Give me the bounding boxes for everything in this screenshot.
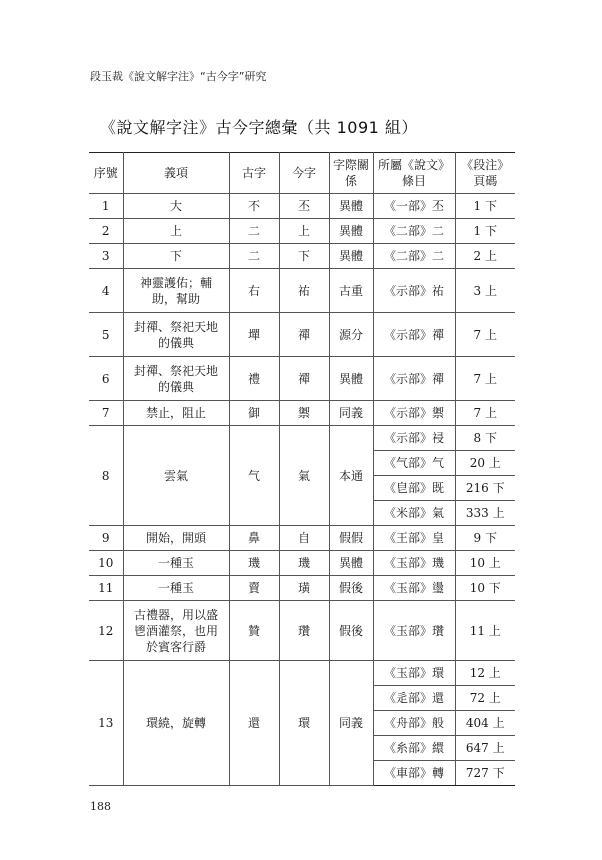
table-row: [89, 269, 515, 313]
row-relation: 本通: [329, 426, 373, 526]
row-entry: 《玉部》璗: [373, 576, 455, 601]
row-entry: 《玉部》璣: [373, 551, 455, 576]
row-meaning: 神靈護佑；輔助，幫助: [123, 269, 229, 313]
row-meaning: 上: [123, 219, 229, 244]
row-page: 10 下: [455, 576, 515, 601]
row-page: 7 上: [455, 357, 515, 401]
row-relation: 源分: [329, 313, 373, 357]
row-id: 10: [89, 551, 123, 576]
table-body: [89, 194, 515, 786]
row-relation: 同義: [329, 661, 373, 786]
row-entry: 《玉部》環: [373, 661, 455, 686]
row-id: 4: [89, 269, 123, 313]
row-meaning: 古禮器，用以盛鬯酒灌祭，也用於賓客行爵: [123, 601, 229, 661]
row-id: 3: [89, 244, 123, 269]
row-page: 72 上: [455, 686, 515, 711]
row-page: 2 上: [455, 244, 515, 269]
row-meaning: 雲氣: [123, 426, 229, 526]
table-row: [89, 551, 515, 576]
row-page: 216 下: [455, 476, 515, 501]
row-entry: 《示部》禪: [373, 357, 455, 401]
row-page: 7 上: [455, 313, 515, 357]
row-relation: 假後: [329, 601, 373, 661]
row-ancient-char: 贊: [229, 601, 279, 661]
row-modern-char: 氣: [279, 426, 329, 526]
row-ancient-char: 墠: [229, 313, 279, 357]
row-entry: 《辵部》還: [373, 686, 455, 711]
running-header: 段玉裁《說文解字注》“古今字”研究: [90, 70, 267, 83]
row-meaning: 一種玉: [123, 576, 229, 601]
table-row: [89, 426, 515, 451]
row-id: 13: [89, 661, 123, 786]
table-row: [89, 576, 515, 601]
row-ancient-char: 賣: [229, 576, 279, 601]
row-page: 12 上: [455, 661, 515, 686]
row-page: 9 下: [455, 526, 515, 551]
row-relation: 假後: [329, 576, 373, 601]
row-relation: 異體: [329, 551, 373, 576]
row-ancient-char: 璣: [229, 551, 279, 576]
row-modern-char: 祐: [279, 269, 329, 313]
table-header-row: [89, 153, 515, 194]
row-relation: 同義: [329, 401, 373, 426]
row-id: 8: [89, 426, 123, 526]
table-row: [89, 313, 515, 357]
row-meaning: 禁止，阻止: [123, 401, 229, 426]
row-meaning: 封禪、祭祀天地的儀典: [123, 313, 229, 357]
row-id: 9: [89, 526, 123, 551]
row-relation: 假假: [329, 526, 373, 551]
row-page: 3 上: [455, 269, 515, 313]
row-meaning: 一種玉: [123, 551, 229, 576]
table-row: [89, 194, 515, 219]
row-page: 1 下: [455, 219, 515, 244]
row-entry: 《車部》轉: [373, 761, 455, 786]
row-ancient-char: 右: [229, 269, 279, 313]
row-page: 333 上: [455, 501, 515, 526]
row-id: 6: [89, 357, 123, 401]
row-entry: 《米部》氣: [373, 501, 455, 526]
row-page: 404 上: [455, 711, 515, 736]
page-number: 188: [90, 800, 111, 813]
row-id: 2: [89, 219, 123, 244]
row-modern-char: 禦: [279, 401, 329, 426]
row-ancient-char: 二: [229, 219, 279, 244]
row-ancient-char: 鼻: [229, 526, 279, 551]
row-page: 20 上: [455, 451, 515, 476]
row-id: 1: [89, 194, 123, 219]
row-id: 5: [89, 313, 123, 357]
row-id: 12: [89, 601, 123, 661]
row-entry: 《气部》气: [373, 451, 455, 476]
row-modern-char: 上: [279, 219, 329, 244]
column-header-entry: 所屬《說文》條目: [373, 153, 455, 194]
row-entry: 《皀部》既: [373, 476, 455, 501]
row-page: 11 上: [455, 601, 515, 661]
row-entry: 《王部》皇: [373, 526, 455, 551]
row-modern-char: 璜: [279, 576, 329, 601]
glossary-table: [89, 152, 515, 786]
column-header-id: 序號: [89, 153, 123, 194]
table-row: [89, 661, 515, 686]
row-entry: 《一部》丕: [373, 194, 455, 219]
row-entry: 《示部》禦: [373, 401, 455, 426]
row-modern-char: 自: [279, 526, 329, 551]
row-meaning: 環繞，旋轉: [123, 661, 229, 786]
row-ancient-char: 二: [229, 244, 279, 269]
row-meaning: 下: [123, 244, 229, 269]
row-relation: 異體: [329, 244, 373, 269]
row-entry: 《示部》祐: [373, 269, 455, 313]
row-entry: 《示部》祲: [373, 426, 455, 451]
row-meaning: 封禪、祭祀天地的儀典: [123, 357, 229, 401]
table-row: [89, 601, 515, 661]
row-entry: 《舟部》般: [373, 711, 455, 736]
row-modern-char: 下: [279, 244, 329, 269]
row-page: 647 上: [455, 736, 515, 761]
table-row: [89, 401, 515, 426]
row-meaning: 開始，開頭: [123, 526, 229, 551]
row-page: 10 上: [455, 551, 515, 576]
column-header-meaning: 義項: [123, 153, 229, 194]
row-modern-char: 禪: [279, 357, 329, 401]
row-modern-char: 丕: [279, 194, 329, 219]
table-row: [89, 219, 515, 244]
row-ancient-char: 不: [229, 194, 279, 219]
row-page: 1 下: [455, 194, 515, 219]
row-page: 8 下: [455, 426, 515, 451]
column-header-ancient: 古字: [229, 153, 279, 194]
table-row: [89, 526, 515, 551]
row-ancient-char: 气: [229, 426, 279, 526]
column-header-modern: 今字: [279, 153, 329, 194]
table-title: 《說文解字注》古今字總彙（共 1091 組）: [100, 118, 418, 137]
row-entry: 《糸部》繯: [373, 736, 455, 761]
row-relation: 異體: [329, 194, 373, 219]
row-relation: 古重: [329, 269, 373, 313]
column-header-page: 《段注》頁碼: [455, 153, 515, 194]
row-relation: 異體: [329, 357, 373, 401]
row-id: 7: [89, 401, 123, 426]
row-ancient-char: 禮: [229, 357, 279, 401]
row-modern-char: 環: [279, 661, 329, 786]
row-ancient-char: 還: [229, 661, 279, 786]
row-entry: 《二部》二: [373, 219, 455, 244]
row-modern-char: 璣: [279, 551, 329, 576]
column-header-relation: 字際關係: [329, 153, 373, 194]
row-page: 727 下: [455, 761, 515, 786]
row-entry: 《示部》禪: [373, 313, 455, 357]
row-entry: 《玉部》瓚: [373, 601, 455, 661]
table-row: [89, 357, 515, 401]
row-id: 11: [89, 576, 123, 601]
row-modern-char: 禪: [279, 313, 329, 357]
row-ancient-char: 御: [229, 401, 279, 426]
row-entry: 《二部》二: [373, 244, 455, 269]
row-relation: 異體: [329, 219, 373, 244]
row-page: 7 上: [455, 401, 515, 426]
table-row: [89, 244, 515, 269]
row-modern-char: 瓚: [279, 601, 329, 661]
row-meaning: 大: [123, 194, 229, 219]
